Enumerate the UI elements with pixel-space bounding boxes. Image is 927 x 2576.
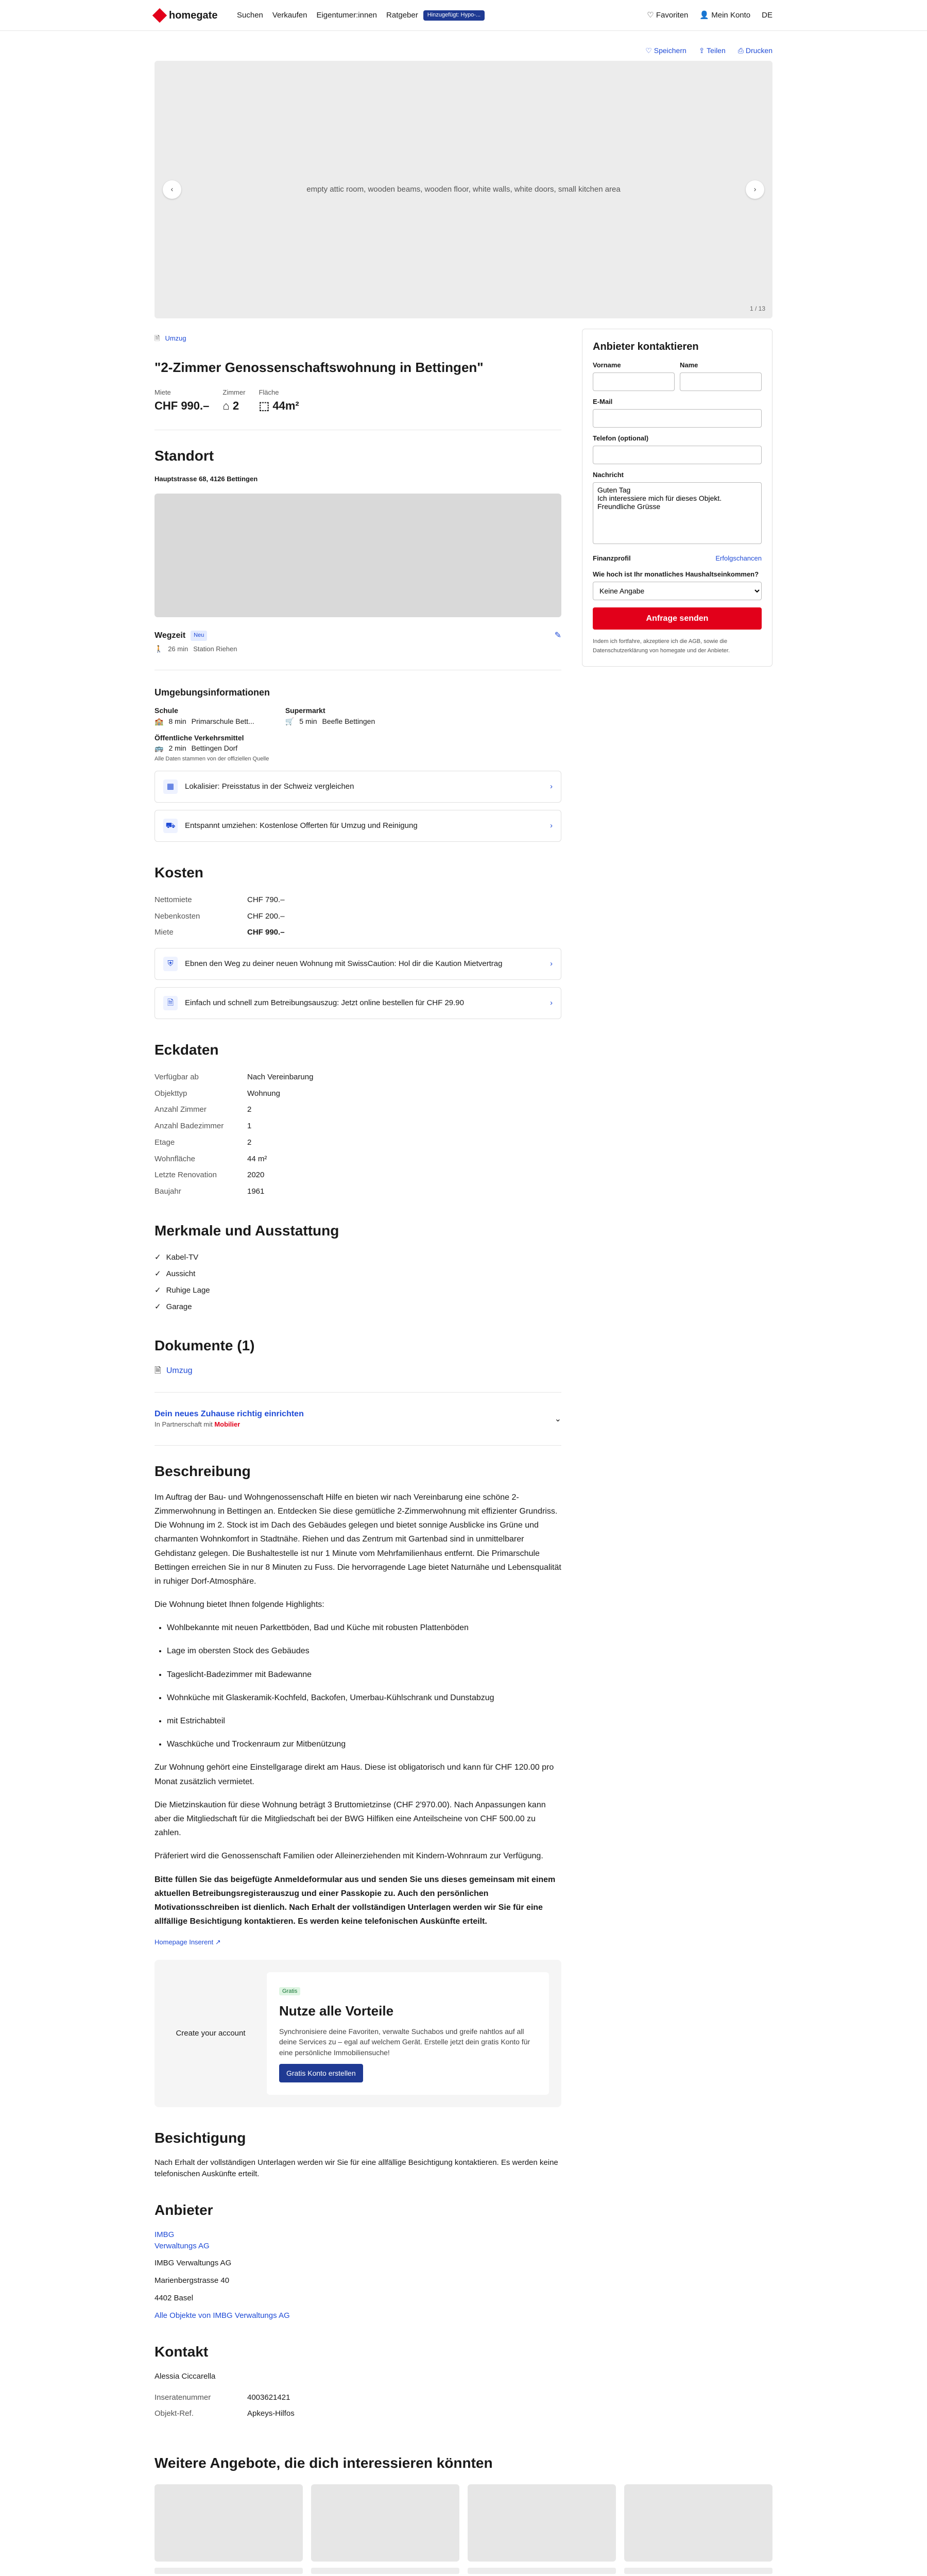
- deposit-card[interactable]: ⛨ Ebnen den Weg zu deiner neuen Wohnung mit SwissCaution: Hol dir die Kaution Mietvertrag ›: [154, 948, 561, 980]
- costs-table: [154, 892, 285, 941]
- costs-heading: Kosten: [154, 865, 203, 881]
- provider-heading: Anbieter: [154, 2202, 213, 2218]
- provider-block: IMBG Verwaltungs AG IMBG Verwaltungs AG Marienbergstrasse 40 4402 Basel Alle Objekte von IMBG Verwaltungs AG: [154, 2229, 561, 2321]
- offer-card[interactable]: [311, 2484, 459, 2576]
- contact-sidebar: [582, 329, 772, 2422]
- divider: [154, 1392, 561, 1393]
- table-row: Inseratenummer 4003621421: [154, 2393, 290, 2402]
- free-badge: Gratis: [279, 1987, 300, 1995]
- offer-card[interactable]: [468, 2484, 616, 2576]
- listing-title: "2-Zimmer Genossenschaftswohnung in Bettingen": [154, 360, 484, 376]
- table-row: Objekttyp Wohnung: [154, 1089, 280, 1098]
- top-header: [0, 0, 927, 31]
- gallery-image-alt: empty attic room, wooden beams, wooden floor, white walls, white doors, small kitchen area: [306, 185, 621, 194]
- logo-icon: [152, 8, 167, 23]
- documents-heading: Dokumente (1): [154, 1337, 255, 1354]
- contact-form: Anbieter kontaktieren Vorname Name E-Mail Telefon (optional) Nachricht Guten Tag Ich interessiere mich für dieses Objekt. Freundliche Grüsse Finanzprofil Erfolgschancen Wie hoch ist Ihr monatliches Haushaltseinkommen? Keine Angabe Anfrage senden Indem ich fortfahre, akzeptiere ich die AGB, sowie die Datenschutzerklärung von homegate und der Anbieter.: [582, 329, 772, 667]
- promo-card: Gratis Nutze alle Vorteile Synchronisiere deine Favoriten, verwalte Suchabos und greife nahtlos auf all deine Services zu – egal auf welchem Gerät. Erstelle jetzt dein gratis Konto für eine persönliche Immobiliensuche! Gratis Konto erstellen: [267, 1972, 549, 2095]
- photo-gallery[interactable]: [154, 61, 772, 318]
- surroundings-grid: Schule 🏫 8 min Primarschule Bett... Supermarkt 🛒 5 min Beefle Bettingen: [154, 705, 561, 726]
- nav-ratgeber[interactable]: Ratgeber: [386, 11, 418, 20]
- truck-icon: ⛟: [163, 819, 178, 833]
- last-name-field[interactable]: [680, 372, 762, 391]
- route-detail: 🚶 26 min Station Riehen: [154, 645, 561, 654]
- rooms-value: ⌂ 2: [222, 399, 239, 412]
- table-row: Miete CHF 990.–: [154, 928, 285, 937]
- debt-extract-card[interactable]: 🗎 Einfach und schnell zum Betreibungsauszug: Jetzt online bestellen für CHF 29.90 ›: [154, 987, 561, 1019]
- table-row: Objekt-Ref. Apkeys-Hilfos: [154, 2409, 295, 2418]
- address: Hauptstrasse 68, 4126 Bettingen: [154, 475, 258, 483]
- main-nav: [237, 10, 418, 21]
- document-icon: 🗎: [163, 996, 178, 1010]
- income-select[interactable]: [593, 582, 762, 600]
- shield-icon: ⛨: [163, 957, 178, 971]
- walk-icon: 🚶: [154, 645, 163, 653]
- bus-icon: 🚌: [154, 744, 164, 753]
- table-row: Letzte Renovation 2020: [154, 1171, 265, 1180]
- divider: [154, 1445, 561, 1446]
- chevron-right-icon: ›: [550, 821, 553, 831]
- table-row: Wohnfläche 44 m²: [154, 1154, 267, 1163]
- document-icon: 🗎: [154, 334, 160, 343]
- chevron-right-icon: ›: [550, 782, 553, 791]
- description-section: Beschreibung Im Auftrag der Bau- und Wohngenossenschaft Hilfe en bieten wir nach Vereinbarung eine schöne 2-Zimmerwohnung in Bettingen an. Entdecken Sie diese gemütliche 2-Zimmerwohnung mit effizienter Grundriss. Die Wohnung im 2. Stock ist im Dach des Gebäudes gelegen und bietet sonnige Ausblicke ins Grüne und charmanten Wohnkomfort in Stadtnähe. Riehen und das Zentrum mit Gartenbad sind in unmittelbarer Gehdistanz gelegen. Die Bushaltestelle ist nur 1 Minute vom Mehrfamilienhaus entfernt. Die Primarschule Bettingen erreichen Sie in nur 8 Minuten zu Fuss. Die hervorragende Lage bietet Naturnähe und Lebensqualität in ruhiger Dorf-Atmosphäre. Die Wohnung bietet Ihnen folgende Highlights: • Wohlbekannte mit neuen Parkettböden, Bad und Küche mit robusten Plattenböden • Lage im obersten Stock des Gebäudes • Tageslicht-Badezimmer mit Badewanne • Wohnküche mit Glaskeramik-Kochfeld, Backofen, Umerbau-Kühlschrank und Dunstabzug • mit Estrichabteil • Waschküche und Trockenraum zur Mitbenützung Zur Wohnung gehört eine Einstellgarage direkt am Haus. Diese ist obligatorisch und kann für CHF 120.00 pro Monat zusätzlich vermietet. Die Mietzinskaution für diese Wohnung beträgt 3 Bruttomietzinse (CHF 2'970.00). Nach Anpassungen kann aber die Mitgliedschaft für die Mitgliedschaft bei der BWG Hilfiken eine Anteilscheine von CHF 500.00 zu zahlen. Präferiert wird die Genossenschaft Familien oder Alleinerziehenden mit Kindern-Wohnraum zur Verfügung. Bitte füllen Sie das beigefügte Anmeldeformular aus und senden Sie uns dieses gemeinsam mit einem aktuellen Betreibungsregisterauszug und einer Passkopie zu. Auch den persönlichen Motivationsschreiben ist dienlich. Nach Erhalt der vollständigen Unterlagen werden wir Sie für eine allfällige Besichtigung kontaktieren. Es werden keine telefonischen Auskünfte erteilt. Homepage Inserent ↗: [154, 1461, 561, 1947]
- print-button[interactable]: ⎙ Drucken: [737, 46, 772, 55]
- transport-info: Öffentliche Verkehrsmittel 🚌 2 min Bettingen Dorf Alle Daten stammen von der offiziellen Quelle: [154, 733, 269, 762]
- first-name-field[interactable]: [593, 372, 675, 391]
- check-icon: ✓: [154, 1302, 161, 1311]
- list-item: • Wohlbekannte mit neuen Parkettböden, Bad und Küche mit robusten Plattenböden: [167, 1621, 561, 1635]
- features-list: [154, 1249, 561, 1315]
- nav-suchen[interactable]: Suchen: [237, 11, 263, 20]
- school-icon: 🏫: [154, 717, 164, 725]
- header-actions: [647, 10, 772, 21]
- chevron-right-icon: ›: [550, 959, 553, 969]
- favorites-link[interactable]: ♡ Favoriten: [647, 11, 689, 20]
- promo-left: Create your account: [176, 2029, 246, 2038]
- gallery-actions: [154, 31, 772, 61]
- table-row: Baujahr 1961: [154, 1187, 265, 1196]
- share-button[interactable]: ⇪ Teilen: [698, 46, 726, 55]
- highlights-list: [167, 1621, 561, 1751]
- external-link-icon: ↗: [215, 1938, 221, 1946]
- facts-heading: Eckdaten: [154, 1042, 219, 1058]
- furnish-banner[interactable]: Dein neues Zuhause richtig einrichten In Partnerschaft mit Mobilier ⌄: [154, 1410, 561, 1429]
- account-promo: [154, 1960, 561, 2107]
- features-heading: Merkmale und Ausstattung: [154, 1222, 339, 1239]
- gallery-counter: 1 / 13: [749, 304, 765, 312]
- phone-field[interactable]: [593, 446, 762, 464]
- list-item: ✓ Garage: [154, 1299, 561, 1315]
- nav-verkaufen[interactable]: Verkaufen: [272, 11, 307, 20]
- route-time: Wegzeit Neu ✎: [154, 630, 561, 641]
- page-content: [154, 31, 772, 2576]
- account-link[interactable]: 👤 Mein Konto: [699, 11, 751, 20]
- main-column: 🗎 Umzug "2-Zimmer Genossenschaftswohnung in Bettingen" Miete CHF 990.– Zimmer ⌂ 2 Fläche ⬚ 44m² Standort Hauptstrasse 68, 4126 Bettingen Wegzeit Neu ✎ 🚶 26 min Station Riehen Umgebungsinformationen Schule 🏫 8 min Primarschule Bett... Supermarkt 🛒 5 min Beefle Bettingen Öffentliche Verkehrsmittel 🚌 2 min Bettingen Dorf Alle Daten stammen von der offiziellen Quelle ▦ Lokalisier: Preisstatus in der Schweiz vergleichen › ⛟ Entspannt umziehen: Kostenlose Offerten für Umzug und Reinigung › Kosten Nettomiete CHF 790.– Nebenkosten CHF 200.– Miete CHF 990.– ⛨ Ebnen den Weg zu deiner neuen Wohnung mit SwissCaution: Hol dir die Kaution Mietvertrag › 🗎 Einfach und schnell zum Betreibungsauszug: Jetzt online bestellen für CHF 29.90 › Eckdaten Verfügbar ab Nach Vereinbarung Objekttyp Wohnung Anzahl Zimmer 2 Anzahl Badezimmer 1 Etage 2 Wohnfläche 44 m² Letzte Renovation 2020 Baujahr 1961 Merkmale und Ausstattung ✓ Kabel-TV ✓ Aussicht ✓ Ruhige Lage ✓ Garage Dokumente (1) 🗎 Umzug Dein neues Zuhause richtig einrichten In Partnerschaft mit Mobilier ⌄ Beschreibung Im Auftrag der Bau- und Wohngenossenschaft Hilfe en bieten wir nach Vereinbarung eine schöne 2-Zimmerwohnung in Bettingen an. Entdecken Sie diese gemütliche 2-Zimmerwohnung mit effizienter Grundriss. Die Wohnung im 2. Stock ist im Dach des Gebäudes gelegen und bietet sonnige Ausblicke ins Grüne und charmanten Wohnkomfort in Stadtnähe. Riehen und das Zentrum mit Gartenbad sind in unmittelbarer Gehdistanz gelegen. Die Bushaltestelle ist nur 1 Minute vom Mehrfamilienhaus entfernt. Die Primarschule Bettingen erreichen Sie in nur 8 Minuten zu Fuss. Die hervorragende Lage bietet Naturnähe und Lebensqualität in ruhiger Dorf-Atmosphäre. Die Wohnung bietet Ihnen folgende Highlights: • Wohlbekannte mit neuen Parkettböden, Bad und Küche mit robusten Plattenböden • Lage im obersten Stock des Gebäudes • Tageslicht-Badezimmer mit Badewanne • Wohnküche mit Glaskeramik-Kochfeld, Backofen, Umerbau-Kühlschrank und Dunstabzug • mit Estrichabteil • Waschküche und Trockenraum zur Mitbenützung Zur Wohnung gehört eine Einstellgarage direkt am Haus. Diese ist obligatorisch und kann für CHF 120.00 pro Monat zusätzlich vermietet. Die Mietzinskaution für diese Wohnung beträgt 3 Bruttomietzinse (CHF 2'970.00). Nach Anpassungen kann aber die Mitgliedschaft für die Mitgliedschaft bei der BWG Hilfiken eine Anteilscheine von CHF 500.00 zu zahlen. Präferiert wird die Genossenschaft Familien oder Alleinerziehenden mit Kindern-Wohnraum zur Verfügung. Bitte füllen Sie das beigefügte Anmeldeformular aus und senden Sie uns dieses gemeinsam mit einem aktuellen Betreibungsregisterauszug und einer Passkopie zu. Auch den persönlichen Motivationsschreiben ist dienlich. Nach Erhalt der vollständigen Unterlagen werden wir Sie für eine allfällige Besichtigung kontaktieren. Es werden keine telefonischen Auskünfte erteilt. Homepage Inserent ↗ Create your account Gratis Nutze alle Vorteile Synchronisiere deine Favoriten, verwalte Suchabos und greife nahtlos auf all deine Services zu – egal auf welchem Gerät. Erstelle jetzt dein gratis Konto für eine persönliche Immobiliensuche! Gratis Konto erstellen Besichtigung Nach Erhalt der vollständigen Unterlagen werden wir Sie für eine allfällige Besichtigung kontaktieren. Es werden keine telefonischen Auskünfte erteilt. Anbieter IMBG Verwaltungs AG IMBG Verwaltungs AG Marienbergstrasse 40 4402 Basel Alle Objekte von IMBG Verwaltungs AG Kontakt Alessia Ciccarella Inseratenummer 4003621421 Objekt-Ref. Apkeys-Hilfos: [154, 329, 561, 2422]
- list-item: • mit Estrichabteil: [167, 1714, 561, 1728]
- save-button[interactable]: ♡ Speichern: [645, 46, 686, 55]
- area-value: ⬚ 44m²: [259, 399, 299, 412]
- location-map[interactable]: [154, 494, 561, 617]
- moving-offers-card[interactable]: ⛟ Entspannt umziehen: Kostenlose Offerten für Umzug und Reinigung ›: [154, 810, 561, 842]
- edit-icon[interactable]: ✎: [554, 631, 561, 640]
- nav-eigentuemer[interactable]: Eigentumer:innen: [316, 11, 377, 20]
- list-item: ✓ Ruhige Lage: [154, 1282, 561, 1299]
- chevron-left-icon[interactable]: ‹: [163, 180, 181, 199]
- cart-icon: 🛒: [285, 717, 295, 725]
- send-request-button[interactable]: Anfrage senden: [593, 607, 762, 630]
- list-item: • Tageslicht-Badezimmer mit Badewanne: [167, 1668, 561, 1682]
- check-icon: ✓: [154, 1285, 161, 1295]
- list-item: ✓ Kabel-TV: [154, 1249, 561, 1266]
- language-select[interactable]: DE: [762, 11, 772, 20]
- list-item: ✓ Aussicht: [154, 1266, 561, 1282]
- email-field[interactable]: [593, 409, 762, 428]
- table-row: Etage 2: [154, 1138, 252, 1147]
- check-icon: ✓: [154, 1253, 161, 1262]
- success-chances-link[interactable]: Erfolgschancen: [715, 554, 762, 562]
- list-item: • Lage im obersten Stock des Gebäudes: [167, 1644, 561, 1658]
- area-icon: ⬚: [259, 399, 270, 412]
- key-facts: Miete CHF 990.– Zimmer ⌂ 2 Fläche ⬚ 44m²: [154, 388, 561, 414]
- contact-heading: Kontakt: [154, 2344, 209, 2360]
- more-offers: [154, 2484, 772, 2576]
- price-value: CHF 990.–: [154, 399, 210, 412]
- back-link[interactable]: 🗎 Umzug: [154, 334, 561, 344]
- more-offers-heading: Weitere Angebote, die dich interessieren könnten: [154, 2455, 493, 2471]
- viewing-heading: Besichtigung: [154, 2130, 246, 2146]
- new-badge: Neu: [191, 631, 207, 641]
- contact-table: [154, 2389, 295, 2422]
- table-row: Verfügbar ab Nach Vereinbarung: [154, 1072, 314, 1081]
- table-row: Anzahl Zimmer 2: [154, 1105, 252, 1114]
- added-pill[interactable]: Hinzugefügt: Hypo-...: [423, 10, 485, 20]
- document-link[interactable]: 🗎 Umzug: [154, 1365, 561, 1377]
- table-row: Nettomiete CHF 790.–: [154, 895, 285, 904]
- document-icon: 🗎: [154, 1366, 161, 1375]
- offer-card[interactable]: [624, 2484, 772, 2576]
- list-item: • Waschküche und Trockenraum zur Mitbenützung: [167, 1737, 561, 1751]
- door-icon: ⌂: [222, 399, 230, 412]
- table-row: Nebenkosten CHF 200.–: [154, 911, 285, 921]
- list-item: • Wohnküche mit Glaskeramik-Kochfeld, Backofen, Umerbau-Kühlschrank und Dunstabzug: [167, 1691, 561, 1705]
- chevron-right-icon[interactable]: ›: [746, 180, 764, 199]
- all-objects-link[interactable]: Alle Objekte von IMBG Verwaltungs AG: [154, 2311, 290, 2320]
- surroundings-heading: Umgebungsinformationen: [154, 687, 270, 698]
- description-heading: Beschreibung: [154, 1463, 251, 1480]
- chevron-right-icon: ›: [550, 998, 553, 1008]
- check-icon: ✓: [154, 1269, 161, 1279]
- facts-table: [154, 1069, 313, 1200]
- message-field[interactable]: [593, 482, 762, 544]
- chevron-down-icon: ⌄: [554, 1414, 561, 1423]
- location-heading: Standort: [154, 447, 214, 464]
- offer-card[interactable]: [154, 2484, 303, 2576]
- table-row: Anzahl Badezimmer 1: [154, 1122, 252, 1131]
- create-account-button[interactable]: Gratis Konto erstellen: [279, 2064, 363, 2082]
- price-compare-card[interactable]: ▦ Lokalisier: Preisstatus in der Schweiz vergleichen ›: [154, 771, 561, 803]
- brand-logo[interactable]: homegate: [154, 8, 221, 23]
- chart-icon: ▦: [163, 779, 178, 794]
- homepage-link[interactable]: Homepage Inserent ↗: [154, 1938, 221, 1946]
